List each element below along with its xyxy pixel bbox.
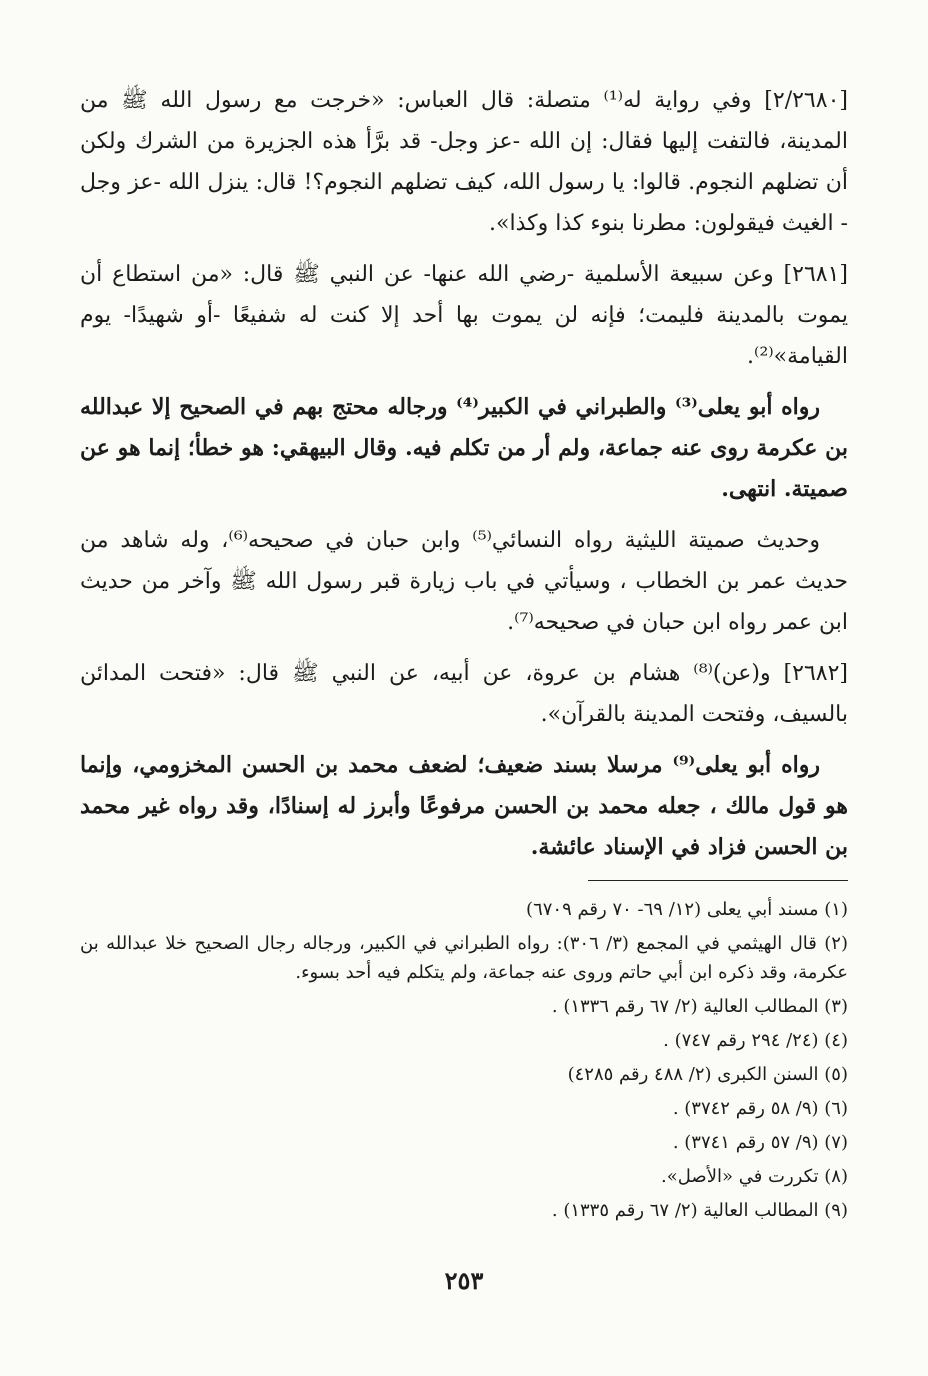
footnote-divider: [588, 880, 848, 881]
footnote-3: (٣) المطالب العالية (٢/ ٦٧ رقم ١٣٣٦) .: [551, 996, 848, 1017]
footnote-5: (٥) السنن الكبرى (٢/ ٤٨٨ رقم ٤٢٨٥): [567, 1064, 848, 1085]
page-number: ٢٥٣: [444, 1266, 484, 1295]
hadith-2681: [٢٦٨١] وعن سبيعة الأسلمية -رضي الله عنها- عن النبي ﷺ قال: «من استطاع أن يموت بالمدينة فليمت؛ فإنه لن يموت بها أحد إلا كنت له شفيعًا -أو شهيدًا- يوم القيامة»⁽²⁾.: [80, 262, 849, 369]
commentary-2681: رواه أبو يعلى⁽³⁾ والطبراني في الكبير⁽⁴⁾ ورجاله محتج بهم في الصحيح إلا عبدالله بن عكرمة روى عنه جماعة، ولم أر من تكلم فيه. وقال البيهقي: هو خطأ؛ إنما هو عن صميتة. انتهى.: [80, 394, 848, 502]
hadith-2680: [٢/٢٦٨٠] وفي رواية له⁽¹⁾ متصلة: قال العباس: «خرجت مع رسول الله ﷺ من المدينة، فالتفت إليها فقال: إن الله -عز وجل- قد برَّأ هذه الجزيرة من الشرك ولكن أن تضلهم النجوم. قالوا: يا رسول الله، كيف تضلهم النجوم؟! قال: ينزل الله -عز وجل - الغيث فيقولون: مطرنا بنوء كذا وكذا».: [80, 88, 848, 236]
footnote-9: (٩) المطالب العالية (٢/ ٦٧ رقم ١٣٣٥) .: [551, 1200, 848, 1221]
footnote-1: (١) مسند أبي يعلى (١٢/ ٦٩- ٧٠ رقم ٦٧٠٩): [526, 899, 848, 920]
commentary-samita: وحديث صميتة الليثية رواه النسائي⁽⁵⁾ وابن حبان في صحيحه⁽⁶⁾، وله شاهد من حديث عمر بن الخطاب ، وسيأتي في باب زيارة قبر رسول الله ﷺ وآخر من حديث ابن عمر رواه ابن حبان في صحيحه⁽⁷⁾.: [80, 528, 848, 635]
footnote-2: (٢) قال الهيثمي في المجمع (٣/ ٣٠٦): رواه الطبراني في الكبير، ورجاله رجال الصحيح خلا عبدالله بن عكرمة، وقد ذكره ابن أبي حاتم وروى عنه جماعة، ولم يتكلم فيه أحد بسوء.: [80, 933, 848, 983]
commentary-2682: رواه أبو يعلى⁽⁹⁾ مرسلا بسند ضعيف؛ لضعف محمد بن الحسن المخزومي، وإنما هو قول مالك ، جعله محمد بن الحسن مرفوعًا وأبرز له إسنادًا، وقد رواه غير محمد بن الحسن فزاد في الإسناد عائشة.: [80, 752, 848, 860]
page-body: [80, 80, 848, 1230]
footnote-6: (٦) (٩/ ٥٨ رقم ٣٧٤٢) .: [672, 1098, 848, 1119]
footnote-8: (٨) تكررت في «الأصل».: [661, 1166, 848, 1187]
footnote-7: (٧) (٩/ ٥٧ رقم ٣٧٤١) .: [672, 1132, 848, 1153]
footnote-4: (٤) (٢٤/ ٢٩٤ رقم ٧٤٧) .: [663, 1030, 848, 1051]
hadith-2682: [٢٦٨٢] و(عن)⁽⁸⁾ هشام بن عروة، عن أبيه، عن النبي ﷺ قال: «فتحت المدائن بالسيف، وفتحت المدينة بالقرآن».: [80, 661, 848, 727]
footnotes: [80, 895, 848, 1225]
